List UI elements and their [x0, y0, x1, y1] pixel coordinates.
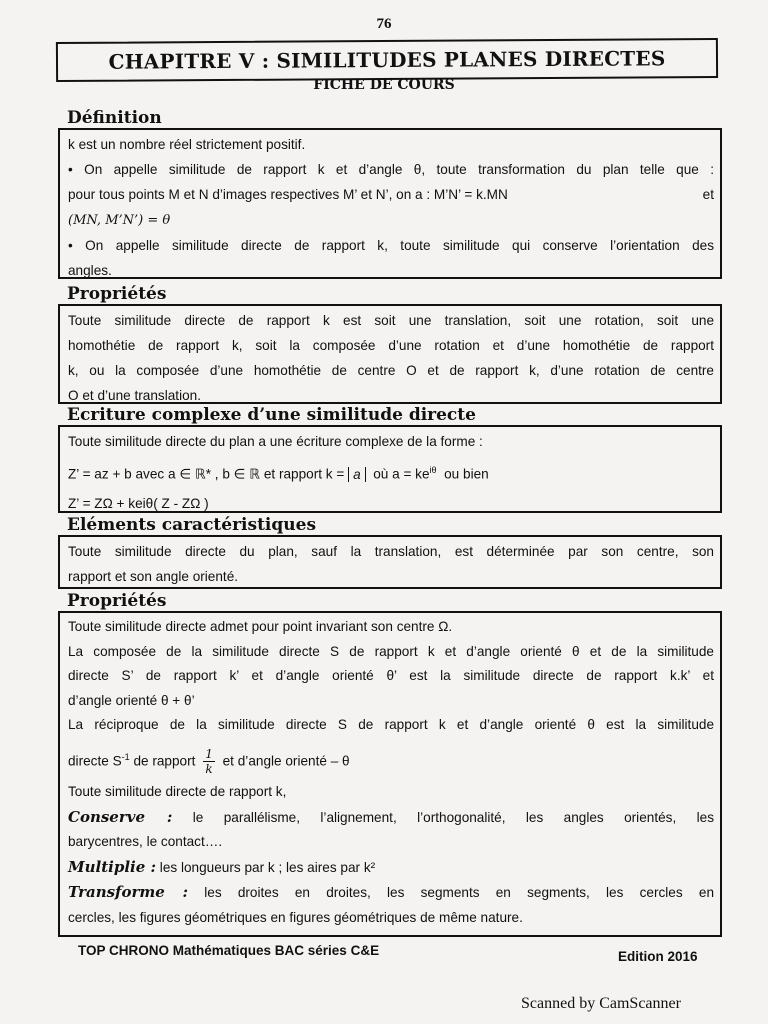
definition-line: k est un nombre réel strictement positif. — [68, 137, 306, 152]
definition-box — [58, 128, 722, 279]
subtitle: FICHE DE COURS — [313, 77, 455, 93]
fraction-numerator: 1 — [205, 746, 213, 761]
transforme-text: les droites en droites, les segments en segments, les cercles en — [188, 885, 715, 901]
heading-proprietes: Propriétés — [67, 284, 167, 304]
elements-box — [58, 535, 722, 589]
proprietes-2-line: Toute similitude directe admet pour point invariant son centre Ω. — [68, 619, 453, 634]
heading-definition: Définition — [67, 108, 162, 128]
footer-book-title: TOP CHRONO Mathématiques BAC séries C&E — [78, 943, 380, 958]
ecriture-box — [58, 425, 722, 513]
reciproque-line — [68, 738, 714, 781]
multiplie-keyword: Multiplie : — [68, 857, 157, 876]
proprietes-line: Toute similitude directe de rapport k est soit une translation, soit une rotation, soit une — [68, 313, 714, 328]
conserve-line — [68, 805, 714, 831]
proprietes-line: homothétie de rapport k, soit la composée d’une rotation et d’une homothétie de rapport — [68, 338, 714, 353]
proprietes-2-line: Toute similitude directe de rapport k, — [68, 784, 287, 800]
heading-ecriture-complexe: Ecriture complexe d’une similitude directe — [67, 405, 476, 425]
transforme-line — [68, 880, 714, 906]
modulus-a: a — [348, 467, 366, 482]
proprietes-box — [58, 304, 722, 404]
ecriture-line: Toute similitude directe du plan a une écriture complexe de la forme : — [68, 434, 483, 449]
angle-formula-text: (MN, M’N’) = θ — [68, 213, 171, 228]
chapter-title-box — [56, 38, 718, 82]
definition-line: • On appelle similitude de rapport k et d’angle θ, toute transformation du plan telle que : — [68, 162, 714, 177]
definition-line — [68, 182, 714, 207]
definition-line-text: et — [702, 187, 714, 202]
fraction-denominator: k — [205, 761, 213, 776]
transforme-keyword: Transforme : — [68, 883, 189, 902]
reciproque-text: de rapport — [133, 753, 196, 769]
chapter-title: CHAPITRE V : SIMILITUDES PLANES DIRECTES — [108, 46, 666, 74]
heading-proprietes-2: Propriétés — [67, 591, 167, 611]
ecriture-formula-text: Z’ = az + b avec a ∈ ℝ* , b ∈ ℝ et rapport k = — [68, 466, 345, 482]
angle-formula — [68, 207, 714, 233]
proprietes-2-line: directe S’ de rapport k’ et d’angle orienté θ’ est la similitude directe de rapport k.k’ et — [68, 668, 714, 683]
conserve-line-2: barycentres, le contact…. — [68, 834, 223, 850]
proprietes-2-box — [58, 611, 722, 937]
transforme-line-2: cercles, les figures géométriques en figures géométriques de même nature. — [68, 909, 523, 925]
elements-line: Toute similitude directe du plan, sauf la translation, est déterminée par son centre, son — [68, 544, 714, 559]
definition-line: angles. — [68, 263, 112, 278]
heading-elements: Eléments caractéristiques — [67, 515, 317, 535]
multiplie-line — [68, 855, 714, 881]
proprietes-line: O et d’une translation. — [68, 388, 201, 403]
multiplie-text: les longueurs par k ; les aires par k² — [156, 859, 376, 875]
scanner-watermark: Scanned by CamScanner — [521, 995, 681, 1012]
conserve-text: le parallélisme, l’alignement, l’orthogonalité, les angles orientés, les — [172, 809, 714, 825]
page-number: 76 — [376, 16, 392, 32]
footer-edition: Edition 2016 — [618, 949, 698, 964]
proprietes-2-line: La réciproque de la similitude directe S de rapport k et d’angle orienté θ est la similitude — [68, 717, 714, 732]
reciproque-text: directe S — [68, 753, 122, 769]
fraction-one-over-k — [203, 747, 215, 776]
exponent: iθ — [429, 465, 437, 475]
ecriture-formula-text: ou bien — [444, 466, 489, 482]
proprietes-2-line: La composée de la similitude directe S de rapport k et d’angle orienté θ et de la similitude — [68, 643, 714, 659]
elements-line: rapport et son angle orienté. — [68, 569, 239, 584]
reciproque-text: et d’angle orienté – θ — [222, 753, 350, 769]
definition-line: • On appelle similitude directe de rapport k, toute similitude qui conserve l’orientation des — [68, 238, 714, 253]
ecriture-formula — [68, 454, 714, 491]
inverse-exponent: -1 — [121, 751, 130, 762]
definition-line-text: pour tous points M et N d’images respectives M’ et N’, on a : M’N’ = k.MN — [68, 187, 508, 202]
proprietes-line: k, ou la composée d’une homothétie de centre O et de rapport k, d’une rotation de centre — [68, 363, 714, 378]
proprietes-2-line: d’angle orienté θ + θ’ — [68, 692, 195, 708]
ecriture-formula-text: où a = ke — [373, 466, 430, 482]
ecriture-line: Z’ = ZΩ + keiθ( Z - ZΩ ) — [68, 495, 209, 511]
conserve-keyword: Conserve : — [68, 807, 173, 826]
